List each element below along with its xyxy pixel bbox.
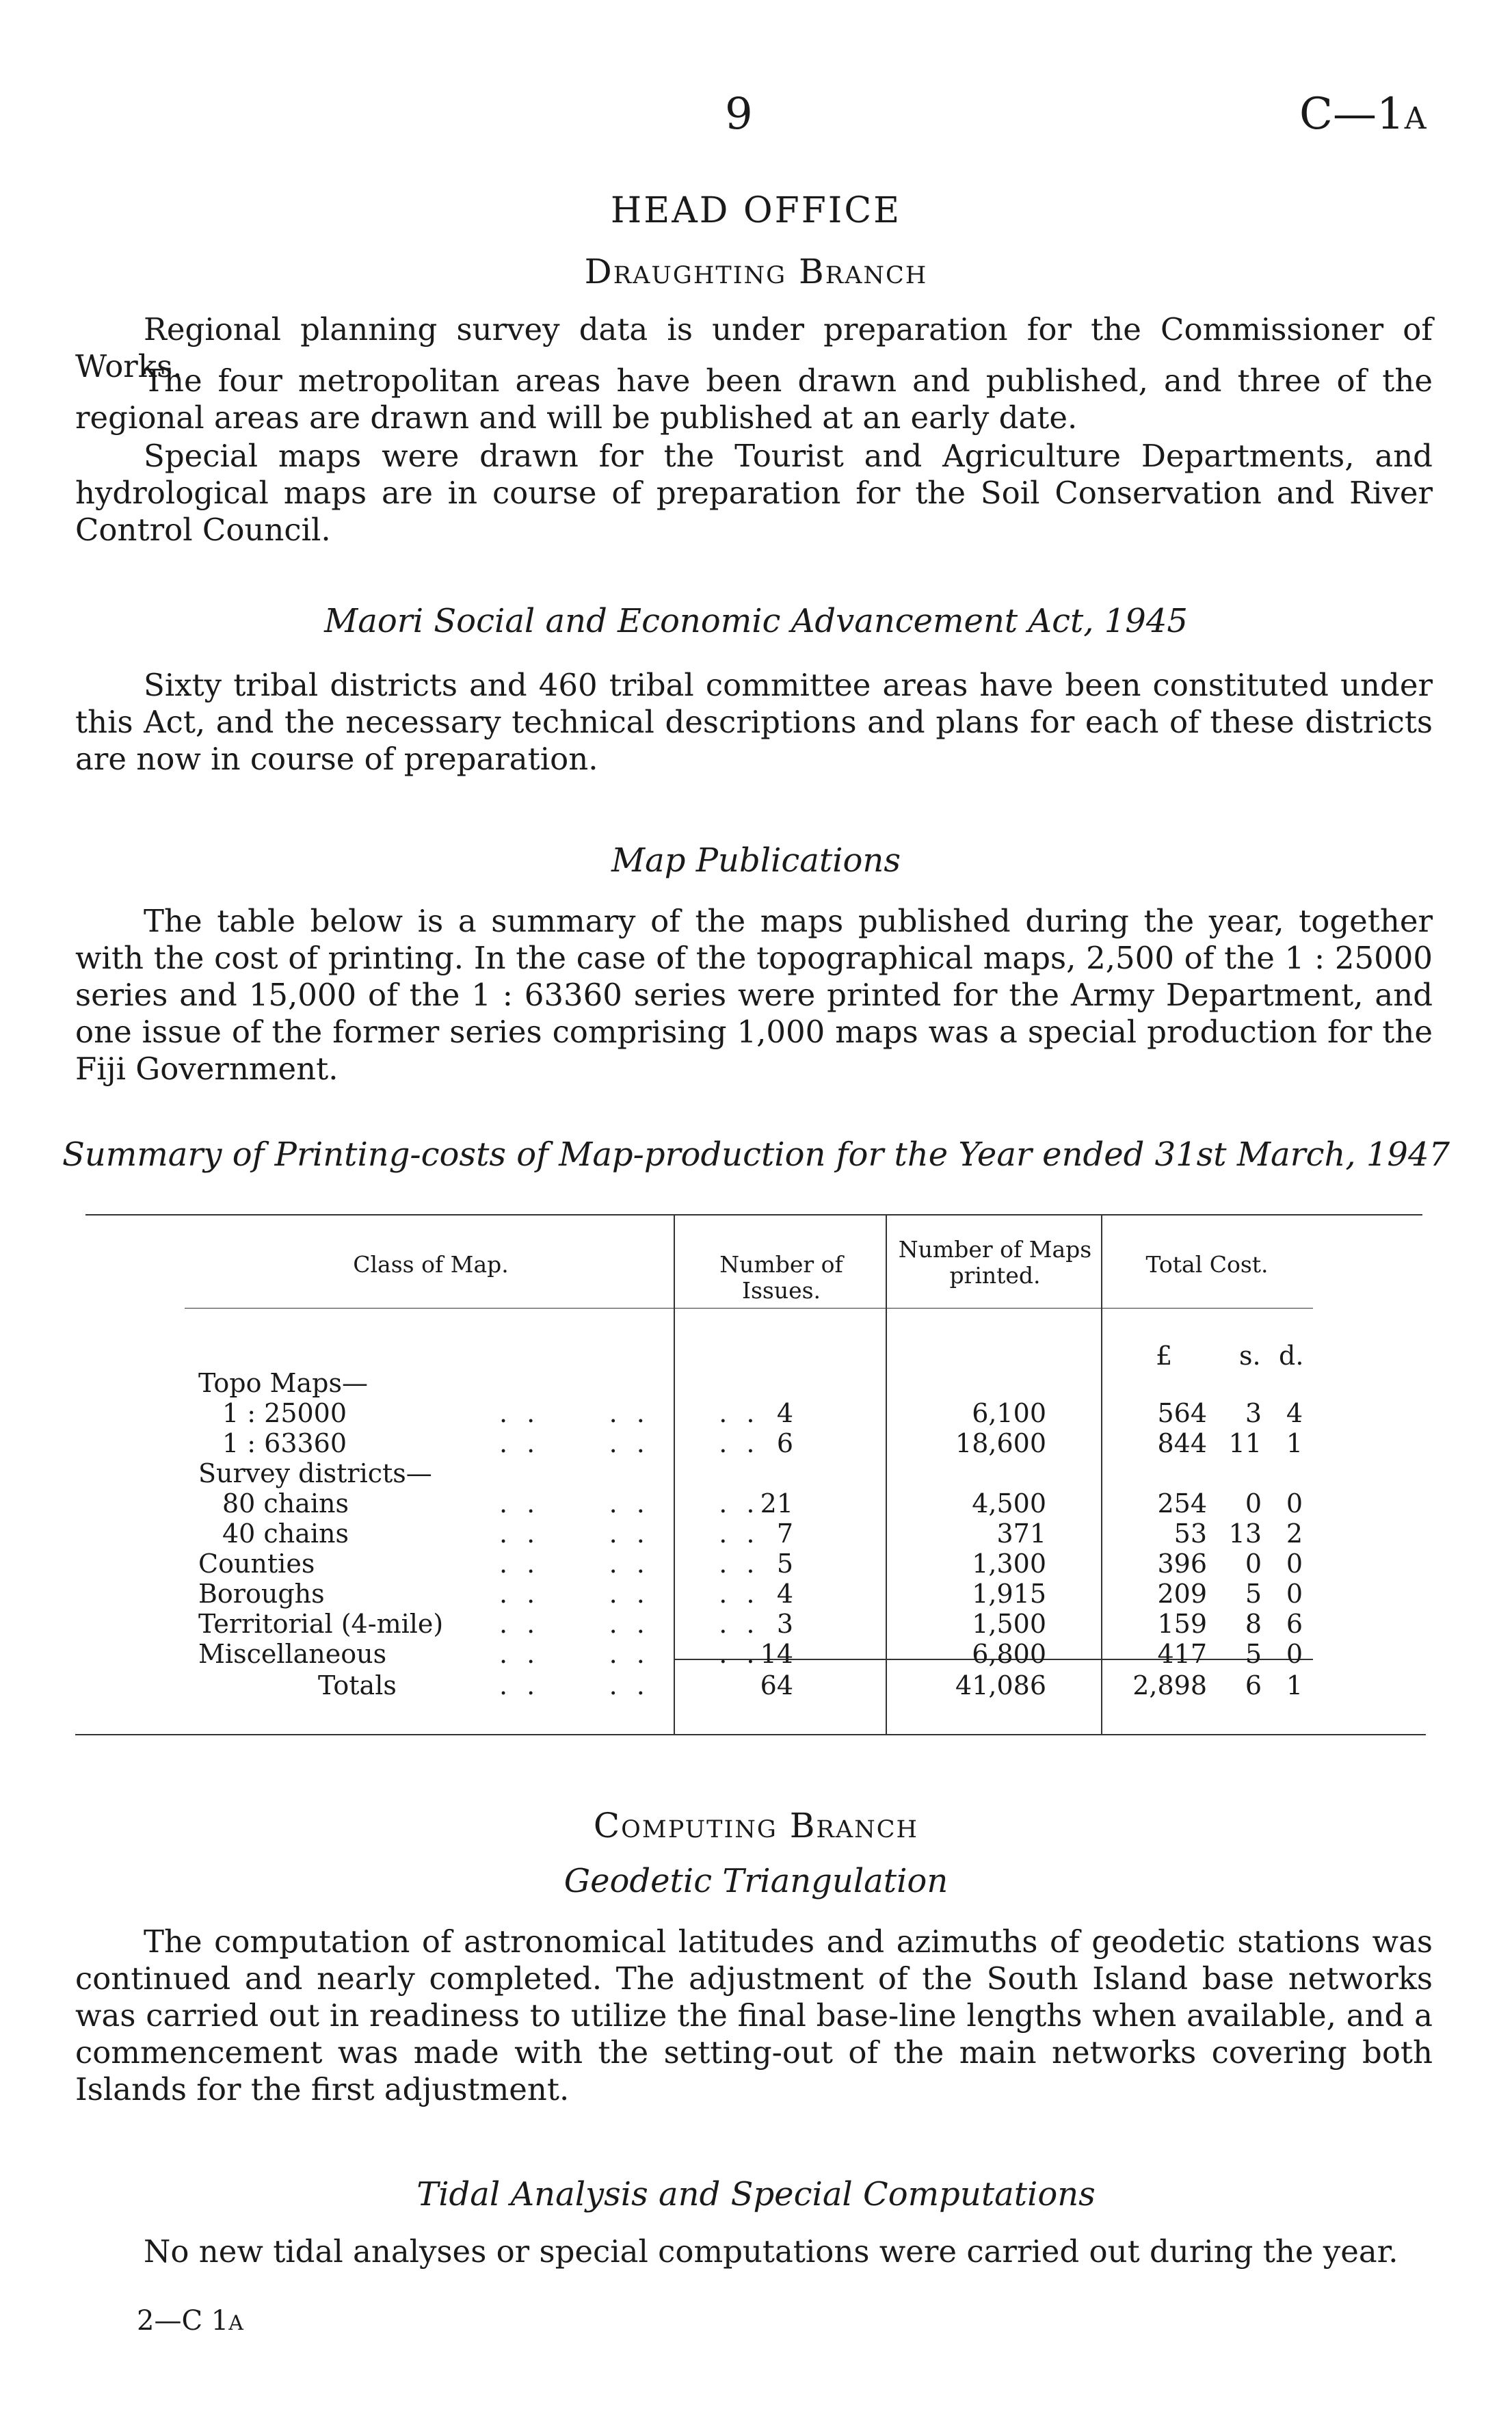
maps-cell: 371 [996, 1519, 1046, 1549]
header-number-of-issues: Number of Issues. [719, 1251, 843, 1304]
leader-dots: . . . . . . [499, 1579, 760, 1609]
leader-dots: . . . . . . [499, 1549, 760, 1579]
draughting-paragraph-3: Special maps were drawn for the Tourist and Agriculture Departments, and hydrological maps are in course of preparation for the Soil Conservation and River Control Council. [75, 438, 1433, 548]
computing-branch-heading: Computing Branch [593, 1806, 919, 1845]
pounds-cell: 254 [1157, 1488, 1207, 1519]
computing-paragraph: The computation of astronomical latitudes and azimuths of geodetic stations was continued and nearly completed. The adjustment of the South Island base networks was carried out in readiness to utilize the final base-line lengths when available, and a commencement was made with the setting-out of the main networks covering both Islands for the first adjustment. [75, 1923, 1433, 2107]
row-label: Topo Maps— [198, 1368, 368, 1398]
table-top-rule [85, 1214, 1422, 1215]
pounds-cell: 564 [1157, 1398, 1207, 1428]
row-label: Survey districts— [198, 1458, 432, 1488]
issues-cell: 3 [776, 1609, 793, 1639]
leader-dots: . . . . . . [499, 1519, 760, 1549]
maps-cell: 18,600 [955, 1428, 1046, 1458]
shillings-cell: 8 [1245, 1609, 1262, 1639]
issues-cell: 5 [776, 1549, 793, 1579]
document-reference [1299, 89, 1426, 140]
issues-cell: 7 [776, 1519, 793, 1549]
page-number: 9 [725, 89, 753, 140]
header-class-of-map: Class of Map. [353, 1251, 509, 1278]
map-publications-heading: Map Publications [611, 841, 901, 880]
tidal-paragraph: No new tidal analyses or special computations were carried out during the year. [144, 2233, 1398, 2270]
leader-dots: . . . . . . [499, 1609, 760, 1639]
geodetic-triangulation-heading: Geodetic Triangulation [563, 1862, 949, 1900]
footer-reference: 2—C 1A [137, 2305, 243, 2337]
maori-act-heading: Maori Social and Economic Advancement Act, 1945 [324, 602, 1188, 640]
table-bottom-rule [75, 1734, 1426, 1735]
header-number-of-maps: Number of Maps printed. [898, 1236, 1092, 1289]
pence-cell: 1 [1286, 1428, 1303, 1458]
totals-pence: 1 [1286, 1670, 1303, 1700]
leader-dots: . . . . . . [499, 1428, 760, 1458]
row-label: Counties [198, 1549, 315, 1579]
maori-paragraph: Sixty tribal districts and 460 tribal committee areas have been constituted under this Act, and the necessary technical descriptions and plans for each of these districts are now in course of preparation. [75, 667, 1433, 777]
shillings-cell: 11 [1228, 1428, 1262, 1458]
totals-issues: 64 [760, 1670, 793, 1700]
header-bottom-rule [185, 1308, 1313, 1309]
pence-cell: 2 [1286, 1519, 1303, 1549]
map-publications-paragraph: The table below is a summary of the maps published during the year, together with the cost of printing. In the case of the topographical maps, 2,500 of the 1 : 25000 series and 15,000 of the 1 : 63360 series were printed for the Army Department, and one issue of the former series comprising 1,000 maps was a special production for the Fiji Government. [75, 903, 1433, 1087]
pence-unit: d. [1279, 1341, 1304, 1371]
pounds-cell: 159 [1157, 1609, 1207, 1639]
pounds-cell: 53 [1173, 1519, 1207, 1549]
maps-cell: 4,500 [972, 1488, 1046, 1519]
leader-dots: . . . . . . [499, 1488, 760, 1519]
issues-cell: 21 [760, 1488, 793, 1519]
pence-cell: 0 [1286, 1488, 1303, 1519]
pence-cell: 0 [1286, 1639, 1303, 1669]
pounds-cell: 209 [1157, 1579, 1207, 1609]
leader-dots: . . . . [499, 1670, 650, 1700]
column-divider-3 [1101, 1214, 1102, 1734]
issues-cell: 14 [760, 1639, 793, 1669]
pounds-cell: 844 [1157, 1428, 1207, 1458]
shillings-cell: 3 [1245, 1398, 1262, 1428]
issues-cell: 4 [776, 1579, 793, 1609]
head-office-heading: HEAD OFFICE [610, 190, 902, 231]
pounds-cell: 396 [1157, 1549, 1207, 1579]
issues-cell: 6 [776, 1428, 793, 1458]
pence-cell: 6 [1286, 1609, 1303, 1639]
maps-cell: 6,800 [972, 1639, 1046, 1669]
leader-dots: . . . . . . [499, 1639, 760, 1669]
totals-pounds: 2,898 [1132, 1670, 1207, 1700]
shillings-cell: 5 [1245, 1639, 1262, 1669]
maps-cell: 1,915 [972, 1579, 1046, 1609]
row-label: Territorial (4-mile) [198, 1609, 444, 1639]
maps-cell: 1,300 [972, 1549, 1046, 1579]
row-label: 80 chains [222, 1488, 349, 1519]
shillings-unit: s. [1239, 1341, 1261, 1371]
shillings-cell: 0 [1245, 1549, 1262, 1579]
tidal-analysis-heading: Tidal Analysis and Special Computations [416, 2175, 1096, 2213]
pence-cell: 0 [1286, 1549, 1303, 1579]
shillings-cell: 0 [1245, 1488, 1262, 1519]
doc-ref-suffix: A [1404, 101, 1427, 136]
doc-ref-main: C—1 [1299, 89, 1405, 140]
maps-cell: 1,500 [972, 1609, 1046, 1639]
shillings-cell: 13 [1228, 1519, 1262, 1549]
totals-maps: 41,086 [955, 1670, 1046, 1700]
pence-cell: 0 [1286, 1579, 1303, 1609]
row-label: 1 : 25000 [222, 1398, 347, 1428]
leader-dots: . . . . . . [499, 1398, 760, 1428]
row-label: Boroughs [198, 1579, 325, 1609]
row-label: 40 chains [222, 1519, 349, 1549]
maps-cell: 6,100 [972, 1398, 1046, 1428]
draughting-paragraph-1: Regional planning survey data is under preparation for the Commissioner of Works. [75, 311, 1433, 384]
row-label: 1 : 63360 [222, 1428, 347, 1458]
row-label: Miscellaneous [198, 1639, 387, 1669]
pence-cell: 4 [1286, 1398, 1303, 1428]
pounds-cell: 417 [1157, 1639, 1207, 1669]
draughting-paragraph-2: The four metropolitan areas have been drawn and published, and three of the regional areas are drawn and will be published at an early date. [75, 363, 1433, 436]
totals-label: Totals [318, 1670, 397, 1700]
draughting-branch-heading: Draughting Branch [584, 252, 928, 291]
pounds-unit: £ [1156, 1341, 1173, 1371]
shillings-cell: 5 [1245, 1579, 1262, 1609]
header-total-cost: Total Cost. [1145, 1251, 1269, 1278]
column-divider-2 [886, 1214, 887, 1734]
table-caption: Summary of Printing-costs of Map-production for the Year ended 31st March, 1947 [62, 1135, 1450, 1174]
issues-cell: 4 [776, 1398, 793, 1428]
totals-shillings: 6 [1245, 1670, 1262, 1700]
